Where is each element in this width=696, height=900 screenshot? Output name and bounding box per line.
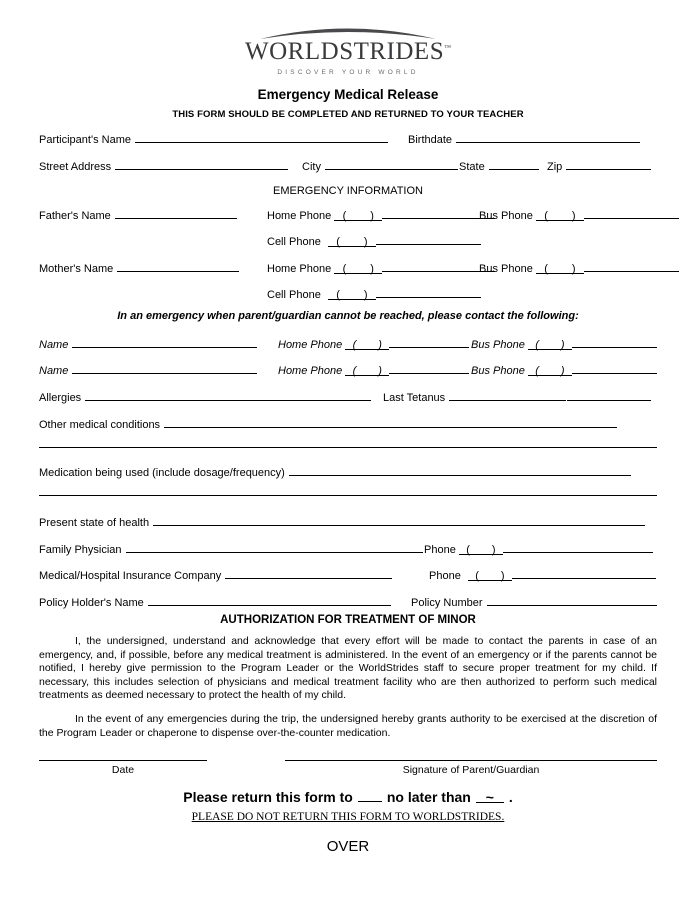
father-bus-phone-blank[interactable] <box>584 207 679 219</box>
contact-2-home-phone-label: Home Phone <box>278 365 343 377</box>
paren-open: ( <box>544 263 548 275</box>
contact-1-home-phone-blank[interactable] <box>389 336 469 348</box>
insurance-company-blank[interactable] <box>225 567 392 579</box>
last-tetanus-field[interactable] <box>383 389 651 405</box>
last-tetanus-label: Last Tetanus <box>383 392 446 404</box>
mother-row <box>39 258 657 276</box>
medication-blank[interactable] <box>289 464 631 476</box>
zip-field[interactable] <box>547 158 651 174</box>
mother-home-phone-area-code[interactable] <box>334 262 382 274</box>
date-caption: Date <box>111 764 135 776</box>
contact-2-bus-phone-label: Bus Phone <box>471 365 525 377</box>
authorization-heading: AUTHORIZATION FOR TREATMENT OF MINOR <box>220 614 476 626</box>
contact-2-home-phone-blank[interactable] <box>389 362 469 374</box>
paren-close: ) <box>363 289 368 301</box>
contact-1-name-label: Name <box>39 339 69 351</box>
city-blank[interactable] <box>325 158 458 170</box>
allergies-field[interactable] <box>39 389 371 405</box>
present-health-label: Present state of health <box>39 517 150 529</box>
contact-2-home-phone-field[interactable] <box>278 362 469 378</box>
father-cell-phone-label: Cell Phone <box>267 236 321 248</box>
contact-1-home-phone-area-code[interactable] <box>345 338 389 350</box>
contact-1-bus-phone-field[interactable] <box>471 336 657 352</box>
paren-open: ( <box>352 339 357 351</box>
mother-name-field[interactable] <box>39 260 239 276</box>
paren-open: ( <box>475 570 479 582</box>
physician-phone-area-code[interactable] <box>459 543 503 555</box>
birthdate-label: Birthdate <box>408 134 453 146</box>
contact-1-name-blank[interactable] <box>72 336 257 348</box>
state-label: State <box>459 161 485 173</box>
contact-2-name-label: Name <box>39 365 69 377</box>
policy-row <box>39 592 657 610</box>
present-health-blank[interactable] <box>153 514 645 526</box>
paren-close: ) <box>370 210 374 222</box>
other-conditions-label: Other medical conditions <box>39 419 161 431</box>
family-physician-field[interactable] <box>39 541 423 557</box>
contact-1-bus-phone-area-code[interactable] <box>528 338 572 350</box>
father-home-phone-field[interactable] <box>267 207 495 223</box>
father-name-field[interactable] <box>39 207 237 223</box>
participant-name-row <box>39 129 657 147</box>
contact-2-bus-phone-blank[interactable] <box>572 362 657 374</box>
mother-home-phone-label: Home Phone <box>267 263 332 275</box>
father-name-blank[interactable] <box>115 207 237 219</box>
return-date-blank[interactable]: ~ <box>476 789 504 803</box>
insurance-company-label: Medical/Hospital Insurance Company <box>39 570 222 582</box>
father-home-phone-label: Home Phone <box>267 210 332 222</box>
paren-open: ( <box>336 289 340 301</box>
contact-1-home-phone-label: Home Phone <box>278 339 343 351</box>
paren-open: ( <box>342 210 347 222</box>
mother-bus-phone-field[interactable] <box>479 260 679 276</box>
mother-name-blank[interactable] <box>117 260 239 272</box>
contact-1-home-phone-field[interactable] <box>278 336 469 352</box>
mother-bus-phone-area-code[interactable] <box>536 262 584 274</box>
father-cell-phone-field[interactable] <box>267 233 481 249</box>
father-name-label: Father's Name <box>39 210 111 222</box>
logo-tagline: DISCOVER YOUR WORLD <box>277 68 419 76</box>
insurance-company-field[interactable] <box>39 567 392 583</box>
paren-close: ) <box>571 263 576 275</box>
physician-phone-field[interactable] <box>424 541 653 557</box>
allergies-blank[interactable] <box>85 389 371 401</box>
mother-bus-phone-label: Bus Phone <box>479 263 533 275</box>
paren-close: ) <box>378 365 382 377</box>
emergency-information-heading: EMERGENCY INFORMATION <box>273 185 423 197</box>
paren-close: ) <box>500 570 505 582</box>
father-bus-phone-field[interactable] <box>479 207 679 223</box>
insurance-phone-label: Phone <box>429 570 461 582</box>
other-conditions-row <box>39 414 657 432</box>
insurance-phone-area-code[interactable] <box>468 569 512 581</box>
father-bus-phone-area-code[interactable] <box>536 209 584 221</box>
paren-close: ) <box>571 210 576 222</box>
other-conditions-blank[interactable] <box>164 416 617 428</box>
mother-cell-phone-label: Cell Phone <box>267 289 321 301</box>
street-address-blank[interactable] <box>115 158 288 170</box>
mother-cell-phone-area-code[interactable] <box>328 288 376 300</box>
insurance-phone-blank[interactable] <box>512 567 656 579</box>
paren-close: ) <box>363 236 368 248</box>
allergies-row <box>39 387 657 405</box>
other-conditions-continuation-rule[interactable] <box>39 447 657 448</box>
contact-1-bus-phone-label: Bus Phone <box>471 339 525 351</box>
policy-number-label: Policy Number <box>411 597 483 609</box>
paren-close: ) <box>491 544 496 556</box>
paren-open: ( <box>352 365 357 377</box>
policy-number-blank[interactable] <box>487 594 657 606</box>
over-label: OVER <box>326 838 370 855</box>
birthdate-field[interactable] <box>408 131 640 147</box>
mother-bus-phone-blank[interactable] <box>584 260 679 272</box>
state-field[interactable] <box>459 158 539 174</box>
contact-2-name-field[interactable] <box>39 362 257 378</box>
last-tetanus-blank-b[interactable] <box>567 389 651 401</box>
contact-1-bus-phone-blank[interactable] <box>572 336 657 348</box>
mother-cell-phone-blank[interactable] <box>376 286 481 298</box>
family-physician-label: Family Physician <box>39 544 122 556</box>
zip-blank[interactable] <box>566 158 651 170</box>
medication-row <box>39 462 657 480</box>
parent-signature-caption: Signature of Parent/Guardian <box>402 764 540 776</box>
street-address-field[interactable] <box>39 158 288 174</box>
paren-close: ) <box>560 365 565 377</box>
other-conditions-field[interactable] <box>39 416 617 432</box>
contact-2-name-blank[interactable] <box>72 362 257 374</box>
father-cell-row <box>39 231 657 249</box>
allergies-label: Allergies <box>39 392 82 404</box>
policy-number-field[interactable] <box>411 594 657 610</box>
worldstrides-logo <box>0 0 696 76</box>
paren-open: ( <box>535 365 539 377</box>
logo-word-world: WORLD <box>245 38 340 65</box>
policy-holder-blank[interactable] <box>148 594 391 606</box>
logo-trademark: ™ <box>444 43 451 52</box>
father-cell-phone-blank[interactable] <box>376 233 481 245</box>
authorization-paragraph-2: In the event of any emergencies during the trip, the undersigned hereby grants authority to be exercised at the discretion of the Program Leader or chaperone to dispense over-the-counter medication. <box>39 713 657 739</box>
father-row <box>39 205 657 223</box>
return-instruction <box>0 788 696 805</box>
address-row <box>39 156 657 174</box>
paren-open: ( <box>336 236 340 248</box>
street-address-label: Street Address <box>39 161 112 173</box>
page-title: Emergency Medical Release <box>257 86 439 102</box>
insurance-phone-field[interactable] <box>429 567 656 583</box>
page-subtitle: THIS FORM SHOULD BE COMPLETED AND RETURNED TO YOUR TEACHER <box>172 108 524 120</box>
medication-label: Medication being used (include dosage/frequency) <box>39 467 285 479</box>
contact-1-name-field[interactable] <box>39 336 257 352</box>
zip-label: Zip <box>547 161 563 173</box>
medication-field[interactable] <box>39 464 631 480</box>
do-not-return-notice: PLEASE DO NOT RETURN THIS FORM TO WORLDSTRIDES. <box>191 811 505 823</box>
return-prefix: Please return this form to <box>183 789 353 805</box>
logo-wordmark <box>0 38 696 66</box>
parent-signature-rule[interactable] <box>285 760 657 761</box>
authorization-paragraph-1: I, the undersigned, understand and acknowledge that every effort will be made to contact the parents in case of an emergency, and, if possible, before any medical treatment is administered. In the event of an emergency or if the parents cannot be notified, I hereby give permission to the Program Leader or the WorldStrides staff to secure proper treatment for my child. If necessary, this includes selection of physicians and medical treatment facility who are then authorized to perform such medical treatments as deemed necessary to protect the health of my child. <box>39 635 657 701</box>
contact-2-home-phone-area-code[interactable] <box>345 364 389 376</box>
contact-2-bus-phone-area-code[interactable] <box>528 364 572 376</box>
paren-open: ( <box>466 544 470 556</box>
present-health-row <box>39 512 657 530</box>
return-destination-blank[interactable] <box>358 788 382 802</box>
present-health-field[interactable] <box>39 514 645 530</box>
contact-2-bus-phone-field[interactable] <box>471 362 657 378</box>
physician-phone-label: Phone <box>424 544 456 556</box>
participant-name-label: Participant's Name <box>39 134 131 146</box>
city-field[interactable] <box>302 158 458 174</box>
logo-word-strides: STRIDES <box>339 38 445 65</box>
father-bus-phone-label: Bus Phone <box>479 210 533 222</box>
family-physician-row <box>39 539 657 557</box>
last-tetanus-blank-a[interactable] <box>449 389 566 401</box>
father-cell-phone-area-code[interactable] <box>328 235 376 247</box>
policy-holder-label: Policy Holder's Name <box>39 597 144 609</box>
birthdate-blank[interactable] <box>456 131 640 143</box>
mother-cell-phone-field[interactable] <box>267 286 481 302</box>
physician-phone-blank[interactable] <box>503 541 653 553</box>
insurance-row <box>39 565 657 583</box>
mother-cell-row <box>39 284 657 302</box>
city-label: City <box>302 161 321 173</box>
paren-open: ( <box>342 263 347 275</box>
mother-name-label: Mother's Name <box>39 263 114 275</box>
mother-home-phone-field[interactable] <box>267 260 495 276</box>
date-signature-rule[interactable] <box>39 760 207 761</box>
emergency-contacts-heading: In an emergency when parent/guardian cannot be reached, please contact the following: <box>117 310 579 322</box>
return-middle: no later than <box>386 789 471 805</box>
paren-close: ) <box>560 339 565 351</box>
participant-name-blank[interactable] <box>135 131 388 143</box>
return-suffix: . <box>508 789 513 805</box>
family-physician-blank[interactable] <box>126 541 423 553</box>
paren-close: ) <box>370 263 374 275</box>
paren-open: ( <box>535 339 539 351</box>
state-blank[interactable] <box>489 158 539 170</box>
medication-continuation-rule[interactable] <box>39 495 657 496</box>
policy-holder-field[interactable] <box>39 594 391 610</box>
paren-open: ( <box>544 210 548 222</box>
contact-row <box>39 360 657 378</box>
participant-name-field[interactable] <box>39 131 388 147</box>
contact-row <box>39 334 657 352</box>
paren-close: ) <box>378 339 382 351</box>
father-home-phone-area-code[interactable] <box>334 209 382 221</box>
